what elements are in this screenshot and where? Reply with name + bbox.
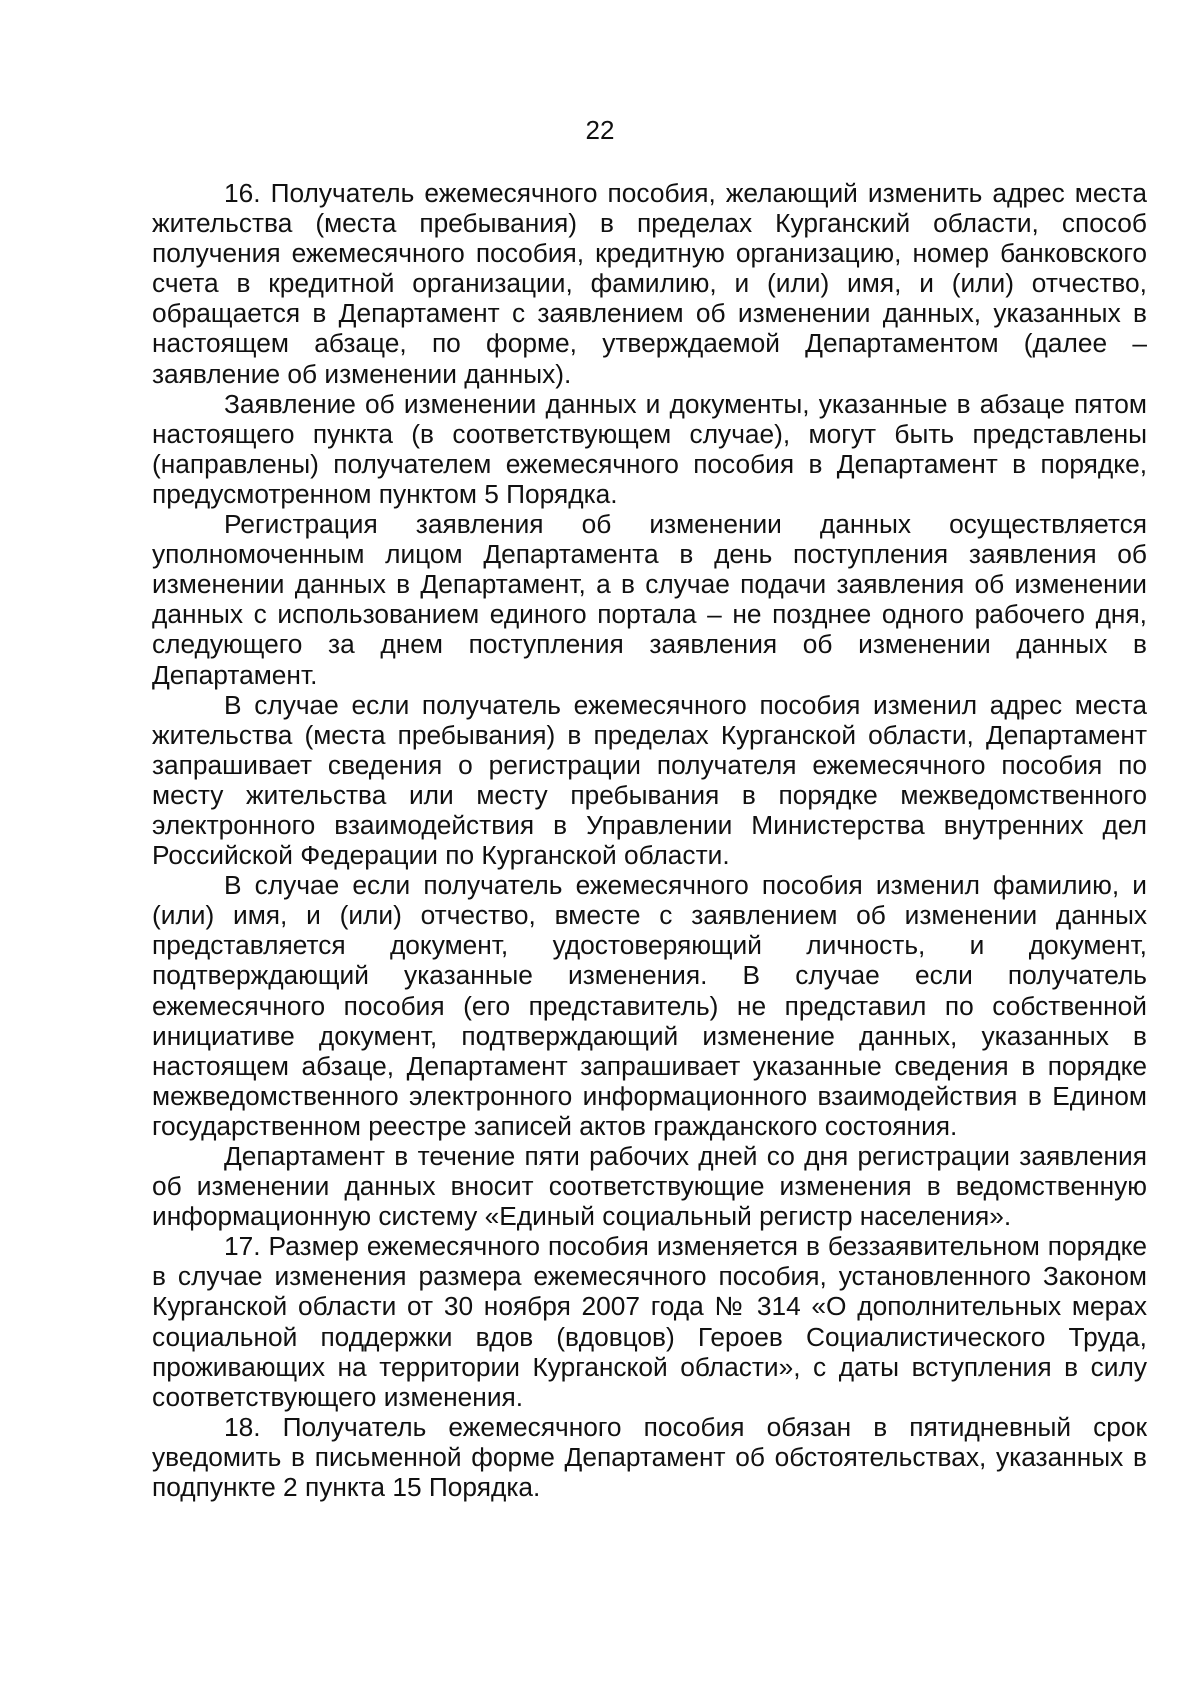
paragraph-register-update: Департамент в течение пяти рабочих дней со дня регистрации заявления об изменении данных вносит соответствующие изменения в ведомственную информационную систему «Единый социальный регистр населения». bbox=[152, 1141, 1147, 1232]
document-body bbox=[152, 178, 1147, 1502]
paragraph-address-change: В случае если получатель ежемесячного пособия изменил адрес места жительства (места пребывания) в пределах Курганской области, Департамент запрашивает сведения о регистрации получателя ежемесячного пособия по месту жительства или месту пребывания в порядке межведомственного электронного взаимодействия в Управлении Министерства внутренних дел Российской Федерации по Курганской области. bbox=[152, 689, 1147, 871]
page-number: 22 bbox=[585, 115, 615, 145]
paragraph-registration: Регистрация заявления об изменении данных осуществляется уполномоченным лицом Департамента в день поступления заявления об изменении данных в Департамент, а в случае подачи заявления об изменении данных с использованием единого портала – не позднее одного рабочего дня, следующего за днем поступления заявления об изменении данных в Департамент. bbox=[152, 509, 1147, 690]
paragraph-application-submission: Заявление об изменении данных и документы, указанные в абзаце пятом настоящего пункта (в соответствующем случае), могут быть представлены (направлены) получателем ежемесячного пособия в Департамент в порядке, предусмотренном пунктом 5 Порядка. bbox=[152, 388, 1147, 509]
paragraph-18: 18. Получатель ежемесячного пособия обязан в пятидневный срок уведомить в письменной форме Департамент об обстоятельствах, указанных в подпункте 2 пункта 15 Порядка. bbox=[152, 1411, 1147, 1503]
paragraph-name-change: В случае если получатель ежемесячного пособия изменил фамилию, и (или) имя, и (или) отчество, вместе с заявлением об изменении данных представляется документ, удостоверяющий личность, и документ, подтверждающий указанные изменения. В случае если получатель ежемесячного пособия (его представитель) не представил по собственной инициативе документ, подтверждающий изменение данных, указанных в настоящем абзаце, Департамент запрашивает указанные сведения в порядке межведомственного электронного информационного взаимодействия в Едином государственном реестре записей актов гражданского состояния. bbox=[152, 870, 1147, 1141]
paragraph-16: 16. Получатель ежемесячного пособия, желающий изменить адрес места жительства (места пребывания) в пределах Курганский области, способ получения ежемесячного пособия, кредитную организацию, номер банковского счета в кредитной организации, фамилию, и (или) имя, и (или) отчество, обращается в Департамент с заявлением об изменении данных, указанных в настоящем абзаце, по форме, утверждаемой Департаментом (далее – заявление об изменении данных). bbox=[152, 178, 1147, 389]
paragraph-17: 17. Размер ежемесячного пособия изменяется в беззаявительном порядке в случае изменения размера ежемесячного пособия, установленного Законом Курганской области от 30 ноября 2007 года № 314 «О дополнительных мерах социальной поддержки вдов (вдовцов) Героев Социалистического Труда, проживающих на территории Курганской области», с даты вступления в силу соответствующего изменения. bbox=[152, 1231, 1147, 1412]
